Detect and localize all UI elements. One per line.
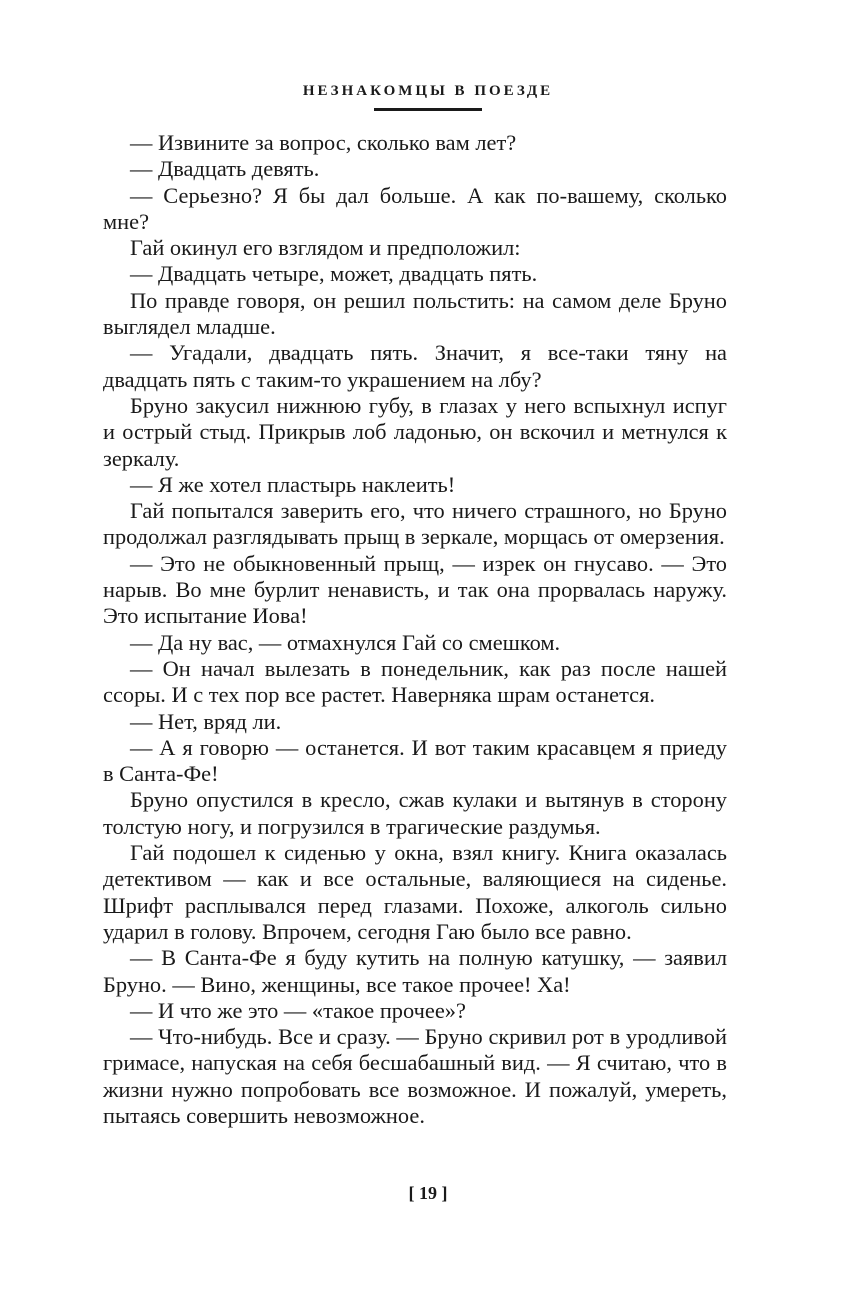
- paragraph: — Извините за вопрос, сколько вам лет?: [130, 130, 517, 155]
- paragraph: По правде говоря, он решил польстить: на самом деле Бруно выглядел младше.: [103, 287, 727, 340]
- body-text: [103, 130, 727, 1129]
- paragraph: Гай окинул его взглядом и предположил:: [130, 235, 521, 261]
- paragraph: — Да ну вас, — отмахнулся Гай со смешком.: [130, 629, 561, 655]
- paragraph: Бруно опустился в кресло, сжав кулаки и вытянув в сторону толстую ногу, и погрузился в трагические раздумья.: [103, 787, 727, 839]
- running-header: [0, 82, 856, 111]
- paragraph: — В Санта-Фе я буду кутить на полную катушку, — заявил Бруно. — Вино, женщины, все такое прочее! Ха!: [103, 945, 727, 997]
- paragraph: Бруно закусил нижнюю губу, в глазах у него вспыхнул испуг и острый стыд. Прикрыв лоб ладонью, он вскочил и метнулся к зеркалу.: [103, 392, 727, 471]
- paragraph: — И что же это — «такое прочее»?: [130, 997, 466, 1023]
- running-title: НЕЗНАКОМЦЫ В ПОЕЗДЕ: [302, 83, 554, 99]
- paragraph: Гай попытался заверить его, что ничего страшного, но Бруно продолжал разглядывать прыщ в зеркале, морщась от омерзения.: [103, 498, 727, 550]
- paragraph: — А я говорю — останется. И вот таким красавцем я приеду в Санта-Фе!: [103, 734, 727, 787]
- paragraph: — Двадцать четыре, может, двадцать пять.: [130, 261, 538, 287]
- page-number: [ 19 ]: [408, 1183, 448, 1203]
- paragraph: Гай подошел к сиденью у окна, взял книгу. Книга оказалась детективом — как и все остальные, валяющиеся на сиденье. Шрифт расплывался перед глазами. Похоже, алкоголь сильно ударил в голову. Впрочем, сегодня Гаю было все равно.: [103, 840, 727, 944]
- paragraph: — Это не обыкновенный прыщ, — изрек он гнусаво. — Это нарыв. Во мне бурлит ненависть, и так она прорвалась наружу. Это испытание Иова!: [103, 550, 727, 629]
- paragraph: — Я же хотел пластырь наклеить!: [130, 471, 456, 497]
- paragraph: — Двадцать девять.: [130, 156, 320, 182]
- paragraph: — Угадали, двадцать пять. Значит, я все-таки тяну на двадцать пять с таким-то украшением на лбу?: [103, 340, 727, 392]
- paragraph: — Что-нибудь. Все и сразу. — Бруно скривил рот в уродливой гримасе, напуская на себя бесшабашный вид. — Я считаю, что в жизни нужно попробовать все возможное. И пожалуй, умереть, пытаясь совершить невозможное.: [103, 1024, 727, 1128]
- paragraph: — Серьезно? Я бы дал больше. А как по-вашему, сколько мне?: [103, 182, 727, 234]
- paragraph: — Он начал вылезать в понедельник, как раз после нашей ссоры. И с тех пор все растет. Наверняка шрам останется.: [103, 655, 727, 708]
- paragraph: — Нет, вряд ли.: [130, 708, 282, 734]
- header-rule: [374, 108, 482, 111]
